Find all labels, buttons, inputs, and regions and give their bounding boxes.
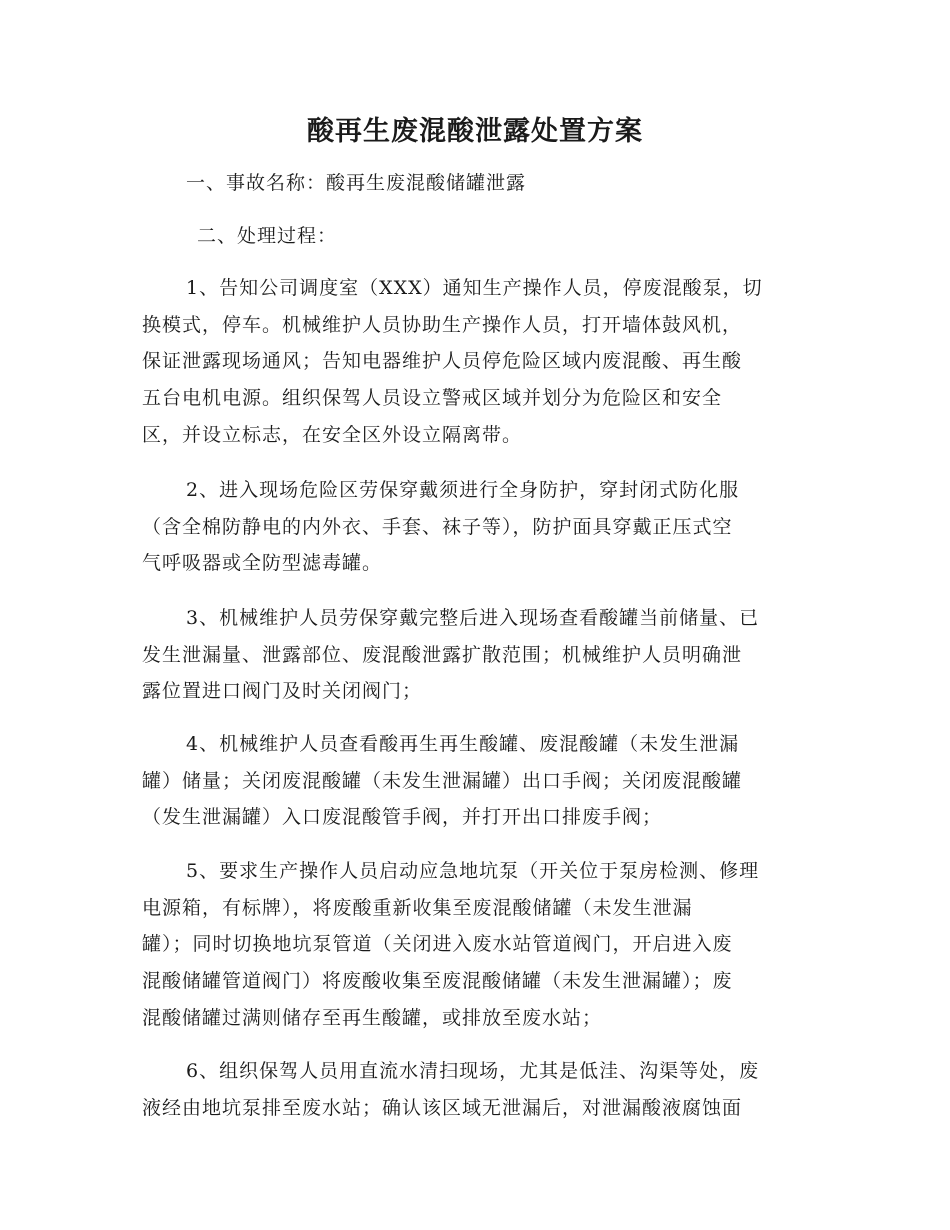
paragraph-6 bbox=[142, 1053, 812, 1126]
paragraph-4 bbox=[142, 726, 812, 836]
paragraph-line: 气呼吸器或全防型滤毒罐。 bbox=[142, 552, 383, 575]
paragraph-line: 3、机械维护人员劳保穿戴完整后进入现场查看酸罐当前储量、已 bbox=[186, 607, 760, 629]
paragraph-2 bbox=[142, 472, 812, 582]
paragraph-line: 5、要求生产操作人员启动应急地坑泵（开关位于泵房检测、修理 bbox=[186, 860, 760, 882]
section-process-heading: 二、处理过程： bbox=[197, 225, 338, 247]
paragraph-line: 五台电机电源。组织保驾人员设立警戒区域并划分为危险区和安全 bbox=[142, 387, 723, 410]
paragraph-line: 6、组织保驾人员用直流水清扫现场，尤其是低洼、沟渠等处，废 bbox=[186, 1060, 760, 1082]
paragraph-line: 露位置进口阀门及时关闭阀门； bbox=[142, 680, 423, 703]
paragraph-line: （含全棉防静电的内外衣、手套、袜子等），防护面具穿戴正压式空 bbox=[142, 515, 733, 538]
paragraph-line: 混酸储罐过满则储存至再生酸罐，或排放至废水站； bbox=[142, 1006, 603, 1029]
paragraph-line: 混酸储罐管道阀门）将废酸收集至废混酸储罐（未发生泄漏罐）；废 bbox=[142, 970, 733, 993]
paragraph-5 bbox=[142, 853, 812, 1036]
section-accident-name: 一、事故名称：酸再生废混酸储罐泄露 bbox=[186, 172, 527, 194]
paragraph-line: 4、机械维护人员查看酸再生再生酸罐、废混酸罐（未发生泄漏 bbox=[186, 733, 740, 755]
paragraph-1 bbox=[142, 270, 812, 453]
document-title: 酸再生废混酸泄露处置方案 bbox=[307, 116, 643, 147]
paragraph-line: （发生泄漏罐）入口废混酸管手阀，并打开出口排废手阀； bbox=[142, 806, 663, 829]
paragraph-line: 罐）储量；关闭废混酸罐（未发生泄漏罐）出口手阀；关闭废混酸罐 bbox=[142, 769, 743, 792]
paragraph-line: 2、进入现场危险区劳保穿戴须进行全身防护，穿封闭式防化服 bbox=[186, 479, 740, 501]
paragraph-line: 换模式，停车。机械维护人员协助生产操作人员，打开墙体鼓风机， bbox=[142, 313, 743, 336]
paragraph-line: 罐）；同时切换地坑泵管道（关闭进入废水站管道阀门，开启进入废 bbox=[142, 933, 733, 956]
paragraph-line: 发生泄漏量、泄露部位、废混酸泄露扩散范围；机械维护人员明确泄 bbox=[142, 643, 743, 666]
paragraph-line: 区，并设立标志，在安全区外设立隔离带。 bbox=[142, 423, 523, 446]
paragraph-line: 液经由地坑泵排至废水站；确认该区域无泄漏后，对泄漏酸液腐蚀面 bbox=[142, 1096, 743, 1119]
paragraph-line: 1、告知公司调度室（XXX）通知生产操作人员，停废混酸泵，切 bbox=[186, 277, 763, 299]
paragraph-3 bbox=[142, 600, 812, 710]
paragraph-line: 保证泄露现场通风；告知电器维护人员停危险区域内废混酸、再生酸 bbox=[142, 350, 743, 373]
paragraph-line: 电源箱，有标牌），将废酸重新收集至废混酸储罐（未发生泄漏 bbox=[142, 896, 693, 919]
